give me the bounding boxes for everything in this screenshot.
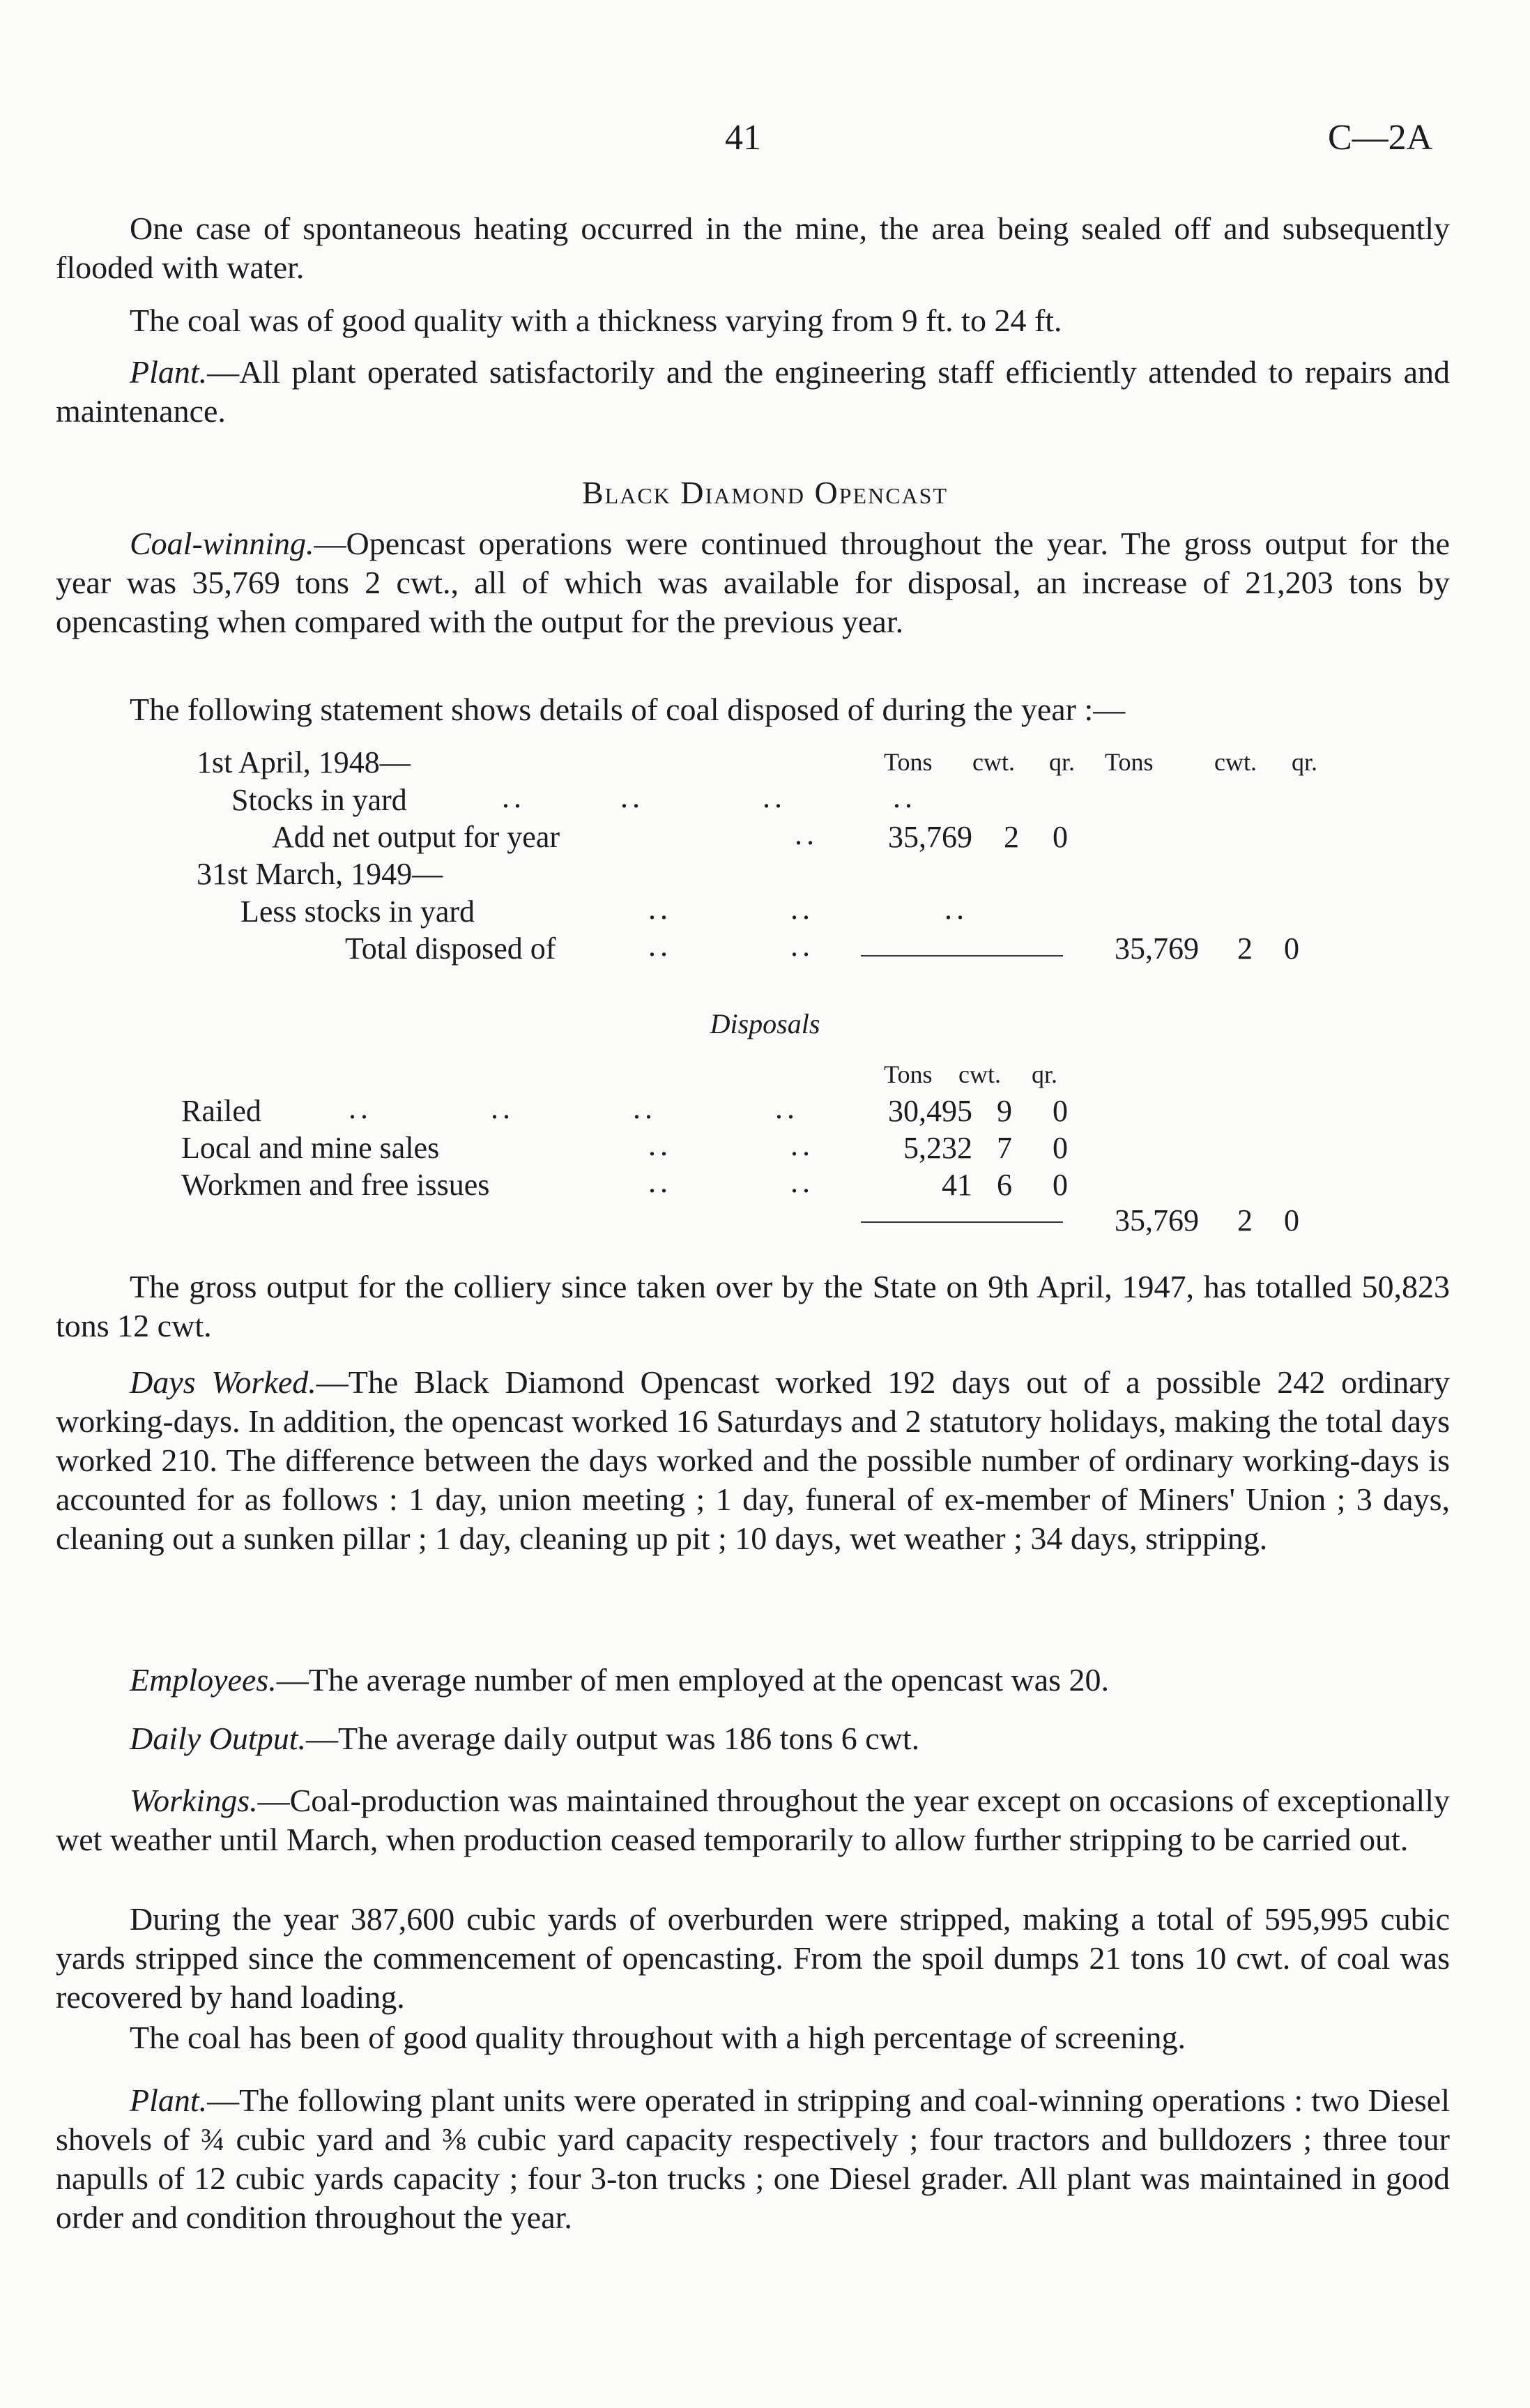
value-add-cwt: 2	[1004, 820, 1019, 854]
value-total-cwt: 2	[1237, 931, 1253, 966]
leader-dots: .. .. .. ..	[349, 1091, 799, 1125]
paragraph-daily-output	[56, 1719, 1450, 1758]
paragraph-plant	[56, 353, 1450, 431]
paragraph-overburden: During the year 387,600 cubic yards of overburden were stripped, making a total of 595,995 cubic yards stripped since the commencement of opencasting. From the spoil dumps 21 tons 10 cwt. of coal was recovered by hand loading.	[56, 1901, 1450, 2015]
paragraph-gross-output: The gross output for the colliery since taken over by the State on 9th April, 1947, has totalled 50,823 tons 12 cwt.	[56, 1269, 1450, 1343]
days-worked-text: —The Black Diamond Opencast worked 192 days out of a possible 242 ordinary working-days. In addition, the opencast worked 16 Saturdays and 2 statutory holidays, making the total days worked 210. The difference between the days worked and the possible number of ordinary working-days is accounted for as follows : 1 day, union meeting ; 1 day, funeral of ex-member of Miners' Union ; 3 days, cleaning out a sunken pillar ; 1 day, cleaning up pit ; 10 days, wet weather ; 34 days, stripping.	[56, 1364, 1450, 1556]
coal-winning-label: Coal-winning.	[130, 526, 314, 561]
row-cwt: 7	[997, 1131, 1012, 1165]
col-header-cwt: cwt.	[972, 748, 1015, 776]
workings-label: Workings.	[130, 1783, 258, 1818]
row-label-railed: Railed	[181, 1094, 261, 1128]
coal-winning-text: —Opencast operations were continued throughout the year. The gross output for the year was 35,769 tons 2 cwt., all of which was available for disposal, an increase of 21,203 tons by opencasting when compared with the output for the previous year.	[56, 526, 1450, 639]
row-qr: 0	[1053, 1131, 1068, 1165]
employees-text: —The average number of men employed at the opencast was 20.	[276, 1662, 1110, 1698]
plant-label: Plant.	[130, 354, 208, 390]
workings-text: —Coal-production was maintained throughout the year except on occasions of exceptionally wet weather until March, when production ceased temporarily to allow further stripping to be carried out.	[56, 1783, 1450, 1857]
col-header-tons: Tons	[884, 748, 933, 776]
leader-dots: .. ..	[648, 1165, 814, 1199]
days-worked-label: Days Worked.	[130, 1364, 316, 1400]
col-header-tons-total: Tons	[1105, 748, 1154, 776]
label-total-disposed: Total disposed of	[345, 931, 556, 966]
value-total-cwt: 2	[1237, 1203, 1253, 1237]
leader-dots: .. ..	[648, 1128, 814, 1162]
col-header-qr: qr.	[1049, 748, 1076, 776]
row-tons: 5,232	[903, 1131, 972, 1165]
leader-dots: .. .. ..	[648, 892, 968, 926]
label-stocks-in-yard: Stocks in yard	[231, 783, 407, 817]
label-less-stocks: Less stocks in yard	[240, 894, 475, 929]
plant-units-label: Plant.	[130, 2082, 208, 2118]
date-opening: 1st April, 1948—	[197, 745, 411, 779]
value-total-tons: 35,769	[1115, 931, 1199, 966]
leader-dots: .. ..	[648, 929, 814, 963]
paragraph-spontaneous-heating: One case of spontaneous heating occurred in the mine, the area being sealed off and subsequently flooded with water.	[56, 211, 1450, 285]
paragraph-plant-units	[56, 2081, 1450, 2237]
plant-text: —All plant operated satisfactorily and the engineering staff efficiently attended to repairs and maintenance.	[56, 354, 1450, 429]
row-cwt: 6	[997, 1168, 1012, 1202]
row-label-local-sales: Local and mine sales	[181, 1131, 440, 1165]
row-tons: 41	[942, 1168, 972, 1202]
col-header-cwt: cwt.	[958, 1060, 1001, 1088]
value-total-tons: 35,769	[1115, 1203, 1199, 1237]
label-add-net-output: Add net output for year	[272, 820, 560, 854]
row-qr: 0	[1053, 1168, 1068, 1202]
daily-output-text: —The average daily output was 186 tons 6 cwt.	[305, 1721, 920, 1756]
value-add-tons: 35,769	[888, 820, 972, 854]
value-add-qr: 0	[1053, 820, 1068, 854]
row-cwt: 9	[997, 1094, 1012, 1128]
paragraph-coal-quality: The coal was of good quality with a thickness varying from 9 ft. to 24 ft.	[130, 303, 1062, 338]
paragraph-employees	[56, 1661, 1450, 1700]
leader-dots: ..	[795, 817, 818, 851]
paragraph-coal-screening: The coal has been of good quality throughout with a high percentage of screening.	[130, 2020, 1186, 2055]
value-total-qr: 0	[1284, 1203, 1299, 1237]
paragraph-statement-intro: The following statement shows details of coal disposed of during the year :—	[130, 692, 1126, 727]
sum-rule	[861, 1221, 1063, 1223]
plant-units-text: —The following plant units were operated in stripping and coal-winning operations : two Diesel shovels of ¾ cubic yard and ⅜ cubic yard capacity respectively ; four tractors and bulldozers ; three tour napulls of 12 cubic yards capacity ; four 3-ton trucks ; one Diesel grader. All plant was maintained in good order and condition throughout the year.	[56, 2082, 1450, 2235]
page-number: 41	[725, 118, 761, 158]
col-header-qr-total: qr.	[1292, 748, 1318, 776]
col-header-cwt-total: cwt.	[1214, 748, 1257, 776]
date-closing: 31st March, 1949—	[197, 857, 443, 891]
paragraph-days-worked	[56, 1363, 1450, 1558]
leader-dots: .. .. .. ..	[502, 780, 917, 814]
row-qr: 0	[1053, 1094, 1068, 1128]
row-tons: 30,495	[888, 1094, 972, 1128]
daily-output-label: Daily Output.	[130, 1721, 306, 1756]
value-total-qr: 0	[1284, 931, 1299, 966]
disposals-heading: Disposals	[710, 1008, 820, 1039]
col-header-tons: Tons	[884, 1060, 933, 1088]
sum-rule	[861, 955, 1063, 957]
section-heading: Black Diamond Opencast	[581, 475, 949, 510]
col-header-qr: qr.	[1032, 1060, 1058, 1088]
paragraph-workings	[56, 1781, 1450, 1859]
paragraph-coal-winning	[56, 524, 1450, 641]
employees-label: Employees.	[130, 1662, 277, 1698]
row-label-workmen: Workmen and free issues	[181, 1168, 490, 1202]
document-reference: C—2A	[1328, 118, 1433, 158]
